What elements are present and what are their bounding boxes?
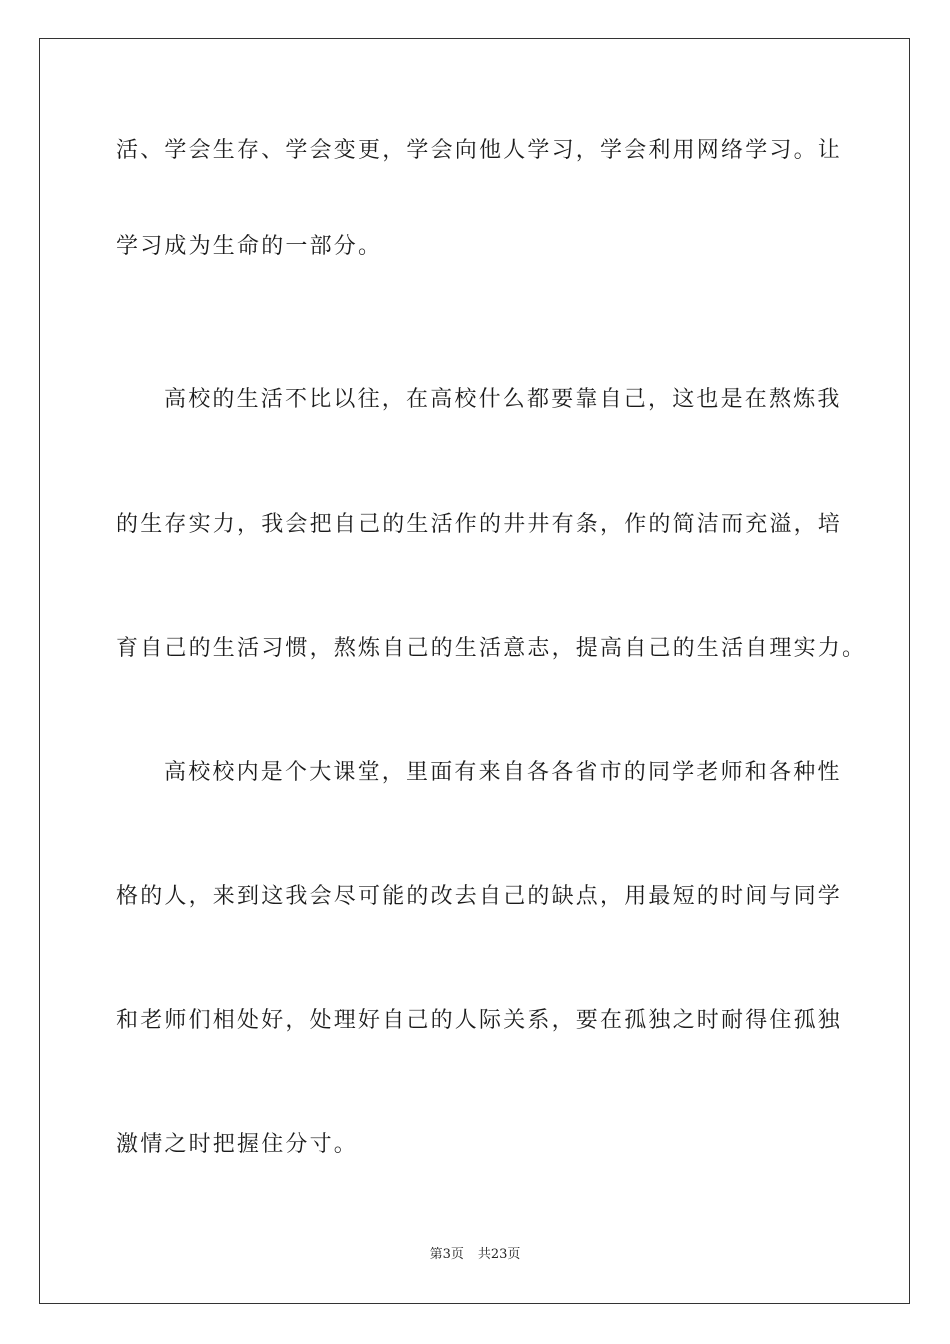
text-line: 育自己的生活习惯，熬炼自己的生活意志，提高自己的生活自理实力。: [116, 636, 867, 661]
text-line: 和老师们相处好，处理好自己的人际关系，要在孤独之时耐得住孤独: [116, 1008, 843, 1033]
text-line: 学习成为生命的一部分。: [116, 234, 383, 259]
paragraph-start-line: 高校的生活不比以往，在高校什么都要靠自己，这也是在熬炼我: [164, 387, 842, 412]
text-line: 活、学会生存、学会变更，学会向他人学习，学会利用网络学习。让: [116, 138, 843, 163]
page-number: 第3页: [429, 1247, 464, 1262]
text-line: 的生存实力，我会把自己的生活作的井井有条，作的简洁而充溢，培: [116, 512, 843, 537]
paragraph-start-line: 高校校内是个大课堂，里面有来自各各省市的同学老师和各种性: [164, 760, 842, 785]
page-frame: [39, 38, 910, 1304]
text-line: 激情之时把握住分寸。: [116, 1132, 359, 1157]
page-footer: [0, 1246, 950, 1264]
total-pages: 共23页: [477, 1247, 521, 1262]
text-line: 格的人，来到这我会尽可能的改去自己的缺点，用最短的时间与同学: [116, 884, 843, 909]
